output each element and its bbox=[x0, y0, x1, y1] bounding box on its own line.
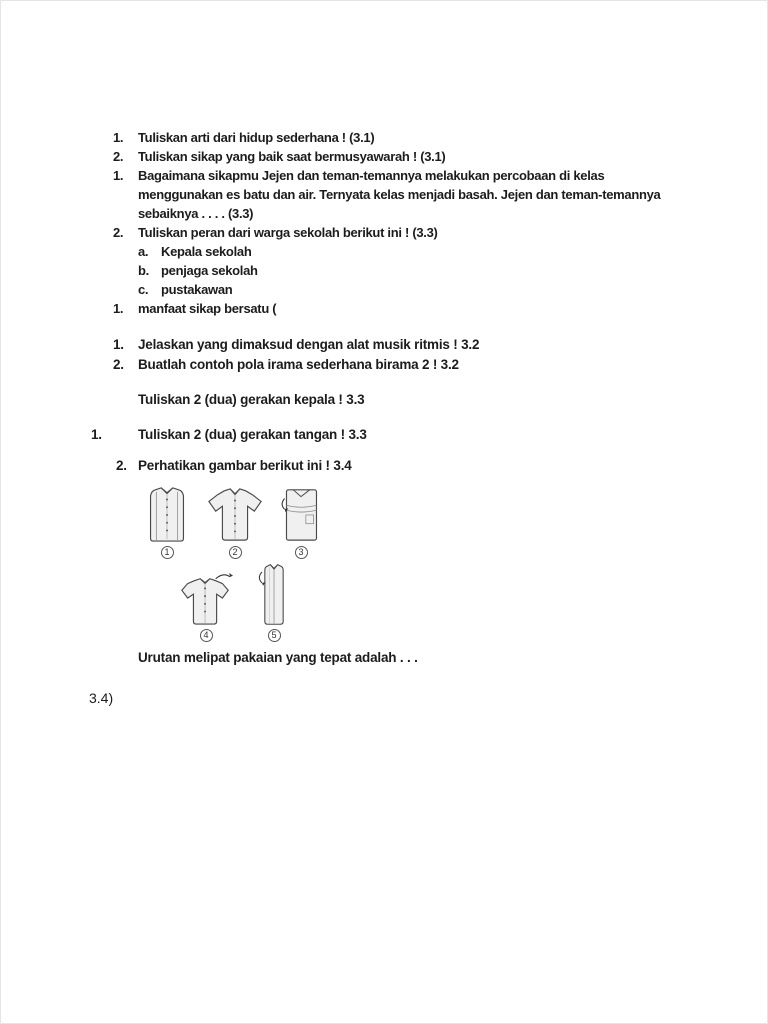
question-text: Tuliskan arti dari hidup sederhana ! (3.1) bbox=[138, 130, 375, 145]
question-text: Perhatikan gambar berikut ini ! 3.4 bbox=[138, 458, 352, 473]
question-group-2 bbox=[1, 335, 767, 375]
sub-item-text: Kepala sekolah bbox=[161, 244, 252, 259]
shirt-step-3-illustration bbox=[277, 484, 325, 544]
sub-item-letter: a. bbox=[138, 244, 149, 259]
step-number-badge: 3 bbox=[295, 546, 308, 559]
question-text-head-movements: Tuliskan 2 (dua) gerakan kepala ! 3.3 bbox=[138, 392, 365, 407]
folding-step-5 bbox=[252, 561, 296, 642]
sub-item-letter: c. bbox=[138, 282, 149, 297]
shirt-step-4-illustration bbox=[176, 571, 236, 627]
question-item bbox=[113, 335, 767, 355]
question-text: Buatlah contoh pola irama sederhana birama 2 ! 3.2 bbox=[138, 357, 459, 372]
question-number: 1. bbox=[91, 427, 102, 442]
folding-step-3 bbox=[277, 484, 325, 559]
question-number: 1. bbox=[113, 130, 124, 145]
shirt-step-5-illustration bbox=[252, 561, 296, 627]
folding-step-2 bbox=[203, 486, 267, 559]
trailing-note: 3.4) bbox=[89, 690, 114, 706]
question-item bbox=[113, 166, 767, 223]
question-text: Tuliskan sikap yang baik saat bermusyawarah ! (3.1) bbox=[138, 149, 446, 164]
question-item bbox=[113, 299, 767, 318]
shirt-step-1-illustration bbox=[141, 484, 193, 544]
sub-item-letter: b. bbox=[138, 263, 149, 278]
question-number: 1. bbox=[113, 168, 124, 183]
figure-caption: Urutan melipat pakaian yang tepat adalah . . . bbox=[138, 650, 418, 665]
shirt-step-2-illustration bbox=[203, 486, 267, 544]
question-item bbox=[116, 456, 767, 476]
figure-row-1 bbox=[141, 484, 401, 559]
question-number: 2. bbox=[116, 458, 127, 473]
folding-step-1 bbox=[141, 484, 193, 559]
sub-item bbox=[138, 280, 767, 299]
question-item bbox=[113, 223, 767, 242]
question-number: 2. bbox=[113, 149, 124, 164]
step-number-badge: 4 bbox=[200, 629, 213, 642]
question-text: Tuliskan peran dari warga sekolah berikut ini ! (3.3) bbox=[138, 225, 438, 240]
question-item bbox=[113, 128, 767, 147]
folding-steps-figure bbox=[141, 484, 401, 642]
question-number: 2. bbox=[113, 357, 124, 372]
step-number-badge: 2 bbox=[229, 546, 242, 559]
question-text: Jelaskan yang dimaksud dengan alat musik ritmis ! 3.2 bbox=[138, 337, 480, 352]
figure-row-2 bbox=[176, 561, 401, 642]
sub-item-text: penjaga sekolah bbox=[161, 263, 258, 278]
step-number-badge: 5 bbox=[268, 629, 281, 642]
question-text: manfaat sikap bersatu ( bbox=[138, 301, 277, 316]
sub-item bbox=[138, 242, 767, 261]
question-number: 1. bbox=[113, 301, 124, 316]
question-number: 2. bbox=[113, 225, 124, 240]
question-item bbox=[91, 425, 767, 445]
question-text: Bagaimana sikapmu Jejen dan teman-temannya melakukan percobaan di kelas menggunakan es batu dan air. Ternyata kelas menjadi basah. Jejen dan teman-temannya sebaiknya . . . . (3.3) bbox=[138, 168, 661, 221]
question-item bbox=[113, 355, 767, 375]
sub-item bbox=[138, 261, 767, 280]
question-number: 1. bbox=[113, 337, 124, 352]
folding-step-4 bbox=[176, 571, 236, 642]
question-item bbox=[113, 147, 767, 166]
question-text: Tuliskan 2 (dua) gerakan tangan ! 3.3 bbox=[138, 427, 367, 442]
step-number-badge: 1 bbox=[161, 546, 174, 559]
sub-item-text: pustakawan bbox=[161, 282, 233, 297]
